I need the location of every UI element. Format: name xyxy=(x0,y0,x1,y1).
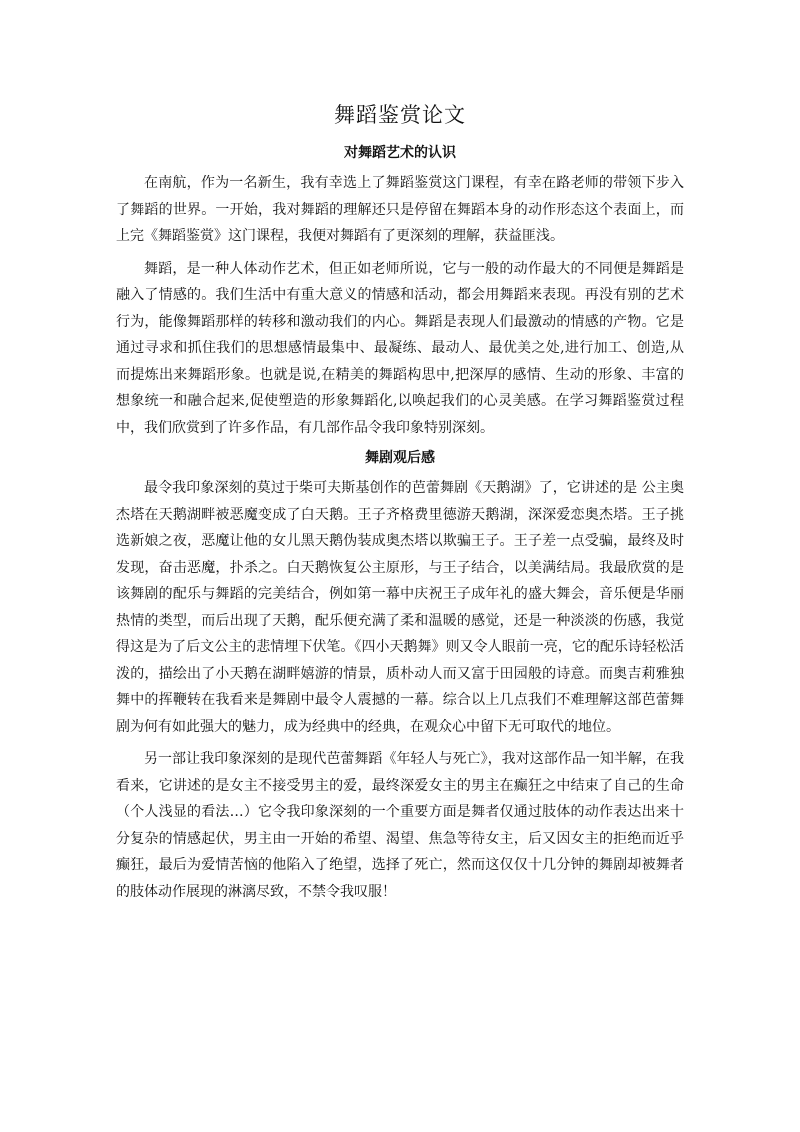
section-ballet-review xyxy=(116,447,684,905)
paragraph: 舞蹈，是一种人体动作艺术，但正如老师所说，它与一般的动作最大的不同便是舞蹈是融入了情感的。我们生活中有重大意义的情感和活动，都会用舞蹈来表现。再没有别的艺术行为，能像舞蹈那样的转移和激动我们的内心。舞蹈是表现人们最激动的情感的产物。它是通过寻求和抓住我们的思想感情最集中、最凝练、最动人、最优美之处,进行加工、创造,从而提炼出来舞蹈形象。也就是说,在精美的舞蹈构思中,把深厚的感情、生动的形象、丰富的想象统一和融合起来,促使塑造的形象舞蹈化,以唤起我们的心灵美感。在学习舞蹈鉴赏过程中，我们欣赏到了许多作品，有几部作品令我印象特别深刻。 xyxy=(116,260,684,436)
document-title: 舞蹈鉴赏论文 xyxy=(334,103,466,127)
paragraph: 最令我印象深刻的莫过于柴可夫斯基创作的芭蕾舞剧《天鹅湖》了，它讲述的是 公主奥杰塔在天鹅湖畔被恶魔变成了白天鹅。王子齐格费里德游天鹅湖，深深爱恋奥杰塔。王子挑选新娘之夜，恶魔让他的女儿黑天鹅伪装成奥杰塔以欺骗王子。王子差一点受骗，最终及时发现，奋击恶魔，扑杀之。白天鹅恢复公主原形，与王子结合，以美满结局。我最欣赏的是该舞剧的配乐与舞蹈的完美结合，例如第一幕中庆祝王子成年礼的盛大舞会，音乐便是华丽热情的类型，而后出现了天鹅，配乐便充满了柔和温暖的感觉，还是一种淡淡的伤感，我觉得这是为了后文公主的悲情埋下伏笔。《四小天鹅舞》则又令人眼前一亮，它的配乐诗轻松活泼的，描绘出了小天鹅在湖畔嬉游的情景，质朴动人而又富于田园般的诗意。而奥吉莉雅独舞中的挥鞭转在我看来是舞剧中最令人震撼的一幕。综合以上几点我们不难理解这部芭蕾舞剧为何有如此强大的魅力，成为经典中的经典，在观众心中留下无可取代的地位。 xyxy=(116,480,684,735)
section-heading: 舞剧观后感 xyxy=(365,450,435,466)
paragraph: 另一部让我印象深刻的是现代芭蕾舞蹈《年轻人与死亡》，我对这部作品一知半解，在我看来，它讲述的是女主不接受男主的爱，最终深爱女主的男主在癫狂之中结束了自己的生命（个人浅显的看法…）它令我印象深刻的一个重要方面是舞者仅通过肢体的动作表达出来十分复杂的情感起伏，男主由一开始的希望、渴望、焦急等待女主，后又因女主的拒绝而近乎癫狂，最后为爱情苦恼的他陷入了绝望，选择了死亡，然而这仅仅十几分钟的舞剧却被舞者的肢体动作展现的淋漓尽致，不禁令我叹服！ xyxy=(116,751,684,900)
document-page xyxy=(116,100,684,911)
section-dance-art xyxy=(116,142,684,441)
section-heading: 对舞蹈艺术的认识 xyxy=(344,145,456,161)
paragraph: 在南航，作为一名新生，我有幸选上了舞蹈鉴赏这门课程，有幸在路老师的带领下步入了舞蹈的世界。一开始，我对舞蹈的理解还只是停留在舞蹈本身的动作形态这个表面上，而上完《舞蹈鉴赏》这门课程，我便对舞蹈有了更深刻的理解，获益匪浅。 xyxy=(116,175,684,244)
